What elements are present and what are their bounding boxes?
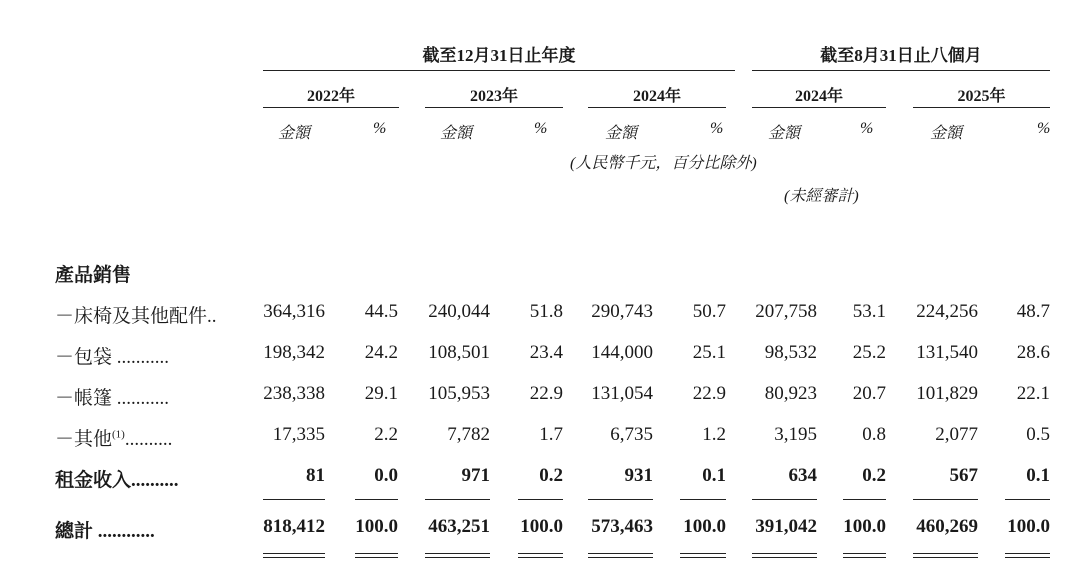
tents-row-pct-cell: 22.1: [1016, 383, 1050, 404]
total-row-pct-cell: 100.0: [843, 516, 886, 537]
period-header-eight-months: 截至8月31日止八個月: [820, 46, 982, 65]
total-double-rule: [913, 553, 978, 558]
tents-row-amount-cell: 131,054: [591, 383, 653, 404]
subtotal-rule: [913, 499, 978, 500]
rental-income-row-label: 租金收入..........: [55, 470, 179, 491]
total-row-amount-cell: 463,251: [428, 516, 490, 537]
pct-header: %: [1037, 120, 1051, 137]
others-row-pct-cell: 2.2: [374, 424, 398, 445]
amount-header: 金額: [278, 125, 311, 142]
subtotal-rule: [425, 499, 490, 500]
tents-row-amount-cell: 105,953: [428, 383, 490, 404]
tents-row-amount-cell: 80,923: [764, 383, 817, 404]
beds-chairs-row-pct-cell: 53.1: [852, 301, 886, 322]
year-rule-2023: [425, 107, 563, 108]
year-header-2024-8m: 2024年: [794, 88, 843, 105]
rental-income-row-pct-cell: 0.1: [1026, 465, 1050, 486]
tents-row-pct-cell: 20.7: [852, 383, 886, 404]
total-double-rule: [425, 553, 490, 558]
subtotal-rule: [355, 499, 398, 500]
total-row-label: 總計 ............: [55, 521, 155, 542]
total-row-amount-cell: 460,269: [916, 516, 978, 537]
period-header-annual-rule: [263, 70, 735, 71]
rental-income-row-pct-cell: 0.2: [539, 465, 563, 486]
others-row-amount-cell: 6,735: [610, 424, 653, 445]
beds-chairs-row-pct-cell: 44.5: [364, 301, 398, 322]
beds-chairs-row-amount-cell: 240,044: [428, 301, 490, 322]
subtotal-rule: [680, 499, 726, 500]
tents-row-pct-cell: 22.9: [692, 383, 726, 404]
year-header-2023: 2023年: [469, 88, 518, 105]
unit-note: (人民幣千元，百分比除外): [570, 155, 757, 172]
total-row-amount-cell: 391,042: [755, 516, 817, 537]
rental-income-row-amount-cell: 931: [624, 465, 653, 486]
bags-row-amount-cell: 131,540: [916, 342, 978, 363]
others-row-amount-cell: 3,195: [774, 424, 817, 445]
beds-chairs-row-pct-cell: 48.7: [1016, 301, 1050, 322]
bags-row-pct-cell: 23.4: [529, 342, 563, 363]
subtotal-rule: [752, 499, 817, 500]
beds-chairs-row-amount-cell: 207,758: [755, 301, 817, 322]
year-rule-2025-8m: [913, 107, 1050, 108]
beds-chairs-row-pct-cell: 51.8: [529, 301, 563, 322]
total-double-rule: [518, 553, 563, 558]
total-double-rule: [1005, 553, 1050, 558]
rental-income-row-amount-cell: 634: [788, 465, 817, 486]
amount-header: 金額: [930, 125, 963, 142]
pct-header: %: [373, 120, 387, 137]
period-header-annual: 截至12月31日止年度: [422, 46, 576, 65]
pct-header: %: [860, 120, 874, 137]
total-row-amount-cell: 818,412: [263, 516, 325, 537]
bags-row-pct-cell: 25.2: [852, 342, 886, 363]
beds-chairs-row-amount-cell: 364,316: [263, 301, 325, 322]
subtotal-rule: [843, 499, 886, 500]
amount-header: 金額: [768, 125, 801, 142]
total-double-rule: [752, 553, 817, 558]
bags-row-label: －包袋 ...........: [55, 347, 170, 368]
beds-chairs-row-label: －床椅及其他配件..: [55, 306, 217, 327]
amount-header: 金額: [440, 125, 473, 142]
bags-row-pct-cell: 24.2: [364, 342, 398, 363]
total-row-pct-cell: 100.0: [1007, 516, 1050, 537]
rental-income-row-pct-cell: 0.1: [702, 465, 726, 486]
rental-income-row-pct-cell: 0.0: [374, 465, 398, 486]
year-header-2025-8m: 2025年: [957, 88, 1006, 105]
amount-header: 金額: [605, 125, 638, 142]
bags-row-amount-cell: 98,532: [764, 342, 817, 363]
total-row-pct-cell: 100.0: [355, 516, 398, 537]
tents-row-amount-cell: 101,829: [916, 383, 978, 404]
pct-header: %: [534, 120, 548, 137]
bags-row-pct-cell: 25.1: [692, 342, 726, 363]
others-row-amount-cell: 2,077: [935, 424, 978, 445]
subtotal-rule: [263, 499, 325, 500]
rental-income-row-amount-cell: 567: [949, 465, 978, 486]
others-row-amount-cell: 17,335: [272, 424, 325, 445]
tents-row-pct-cell: 22.9: [529, 383, 563, 404]
beds-chairs-row-amount-cell: 290,743: [591, 301, 653, 322]
total-double-rule: [588, 553, 653, 558]
others-row-pct-cell: 1.7: [539, 424, 563, 445]
others-row-pct-cell: 0.5: [1026, 424, 1050, 445]
others-row-amount-cell: 7,782: [447, 424, 490, 445]
rental-income-row-amount-cell: 81: [306, 465, 325, 486]
year-header-2022: 2022年: [306, 88, 355, 105]
footnote-marker: (1): [112, 428, 125, 441]
rental-income-row-amount-cell: 971: [461, 465, 490, 486]
total-row-pct-cell: 100.0: [520, 516, 563, 537]
tents-row-pct-cell: 29.1: [364, 383, 398, 404]
bags-row-amount-cell: 144,000: [591, 342, 653, 363]
pct-header: %: [710, 120, 724, 137]
total-double-rule: [843, 553, 886, 558]
others-row-label: －其他$^{(1)}$..........: [55, 428, 173, 450]
total-row-amount-cell: 573,463: [591, 516, 653, 537]
others-row-pct-cell: 0.8: [862, 424, 886, 445]
subtotal-rule: [1005, 499, 1050, 500]
year-rule-2024: [588, 107, 726, 108]
year-rule-2022: [263, 107, 399, 108]
beds-chairs-row-amount-cell: 224,256: [916, 301, 978, 322]
period-header-eight-months-rule: [752, 70, 1050, 71]
bags-row-amount-cell: 198,342: [263, 342, 325, 363]
total-double-rule: [680, 553, 726, 558]
bags-row-amount-cell: 108,501: [428, 342, 490, 363]
total-double-rule: [355, 553, 398, 558]
bags-row-pct-cell: 28.6: [1016, 342, 1050, 363]
tents-row-amount-cell: 238,338: [263, 383, 325, 404]
beds-chairs-row-pct-cell: 50.7: [692, 301, 726, 322]
section-title-product-sales: 產品銷售: [55, 265, 132, 286]
unaudited-note: (未經審計): [784, 188, 859, 205]
tents-row-label: －帳篷 ...........: [55, 388, 170, 409]
total-row-pct-cell: 100.0: [683, 516, 726, 537]
rental-income-row-pct-cell: 0.2: [862, 465, 886, 486]
year-rule-2024-8m: [752, 107, 886, 108]
year-header-2024: 2024年: [632, 88, 681, 105]
total-double-rule: [263, 553, 325, 558]
subtotal-rule: [518, 499, 563, 500]
subtotal-rule: [588, 499, 653, 500]
others-row-pct-cell: 1.2: [702, 424, 726, 445]
